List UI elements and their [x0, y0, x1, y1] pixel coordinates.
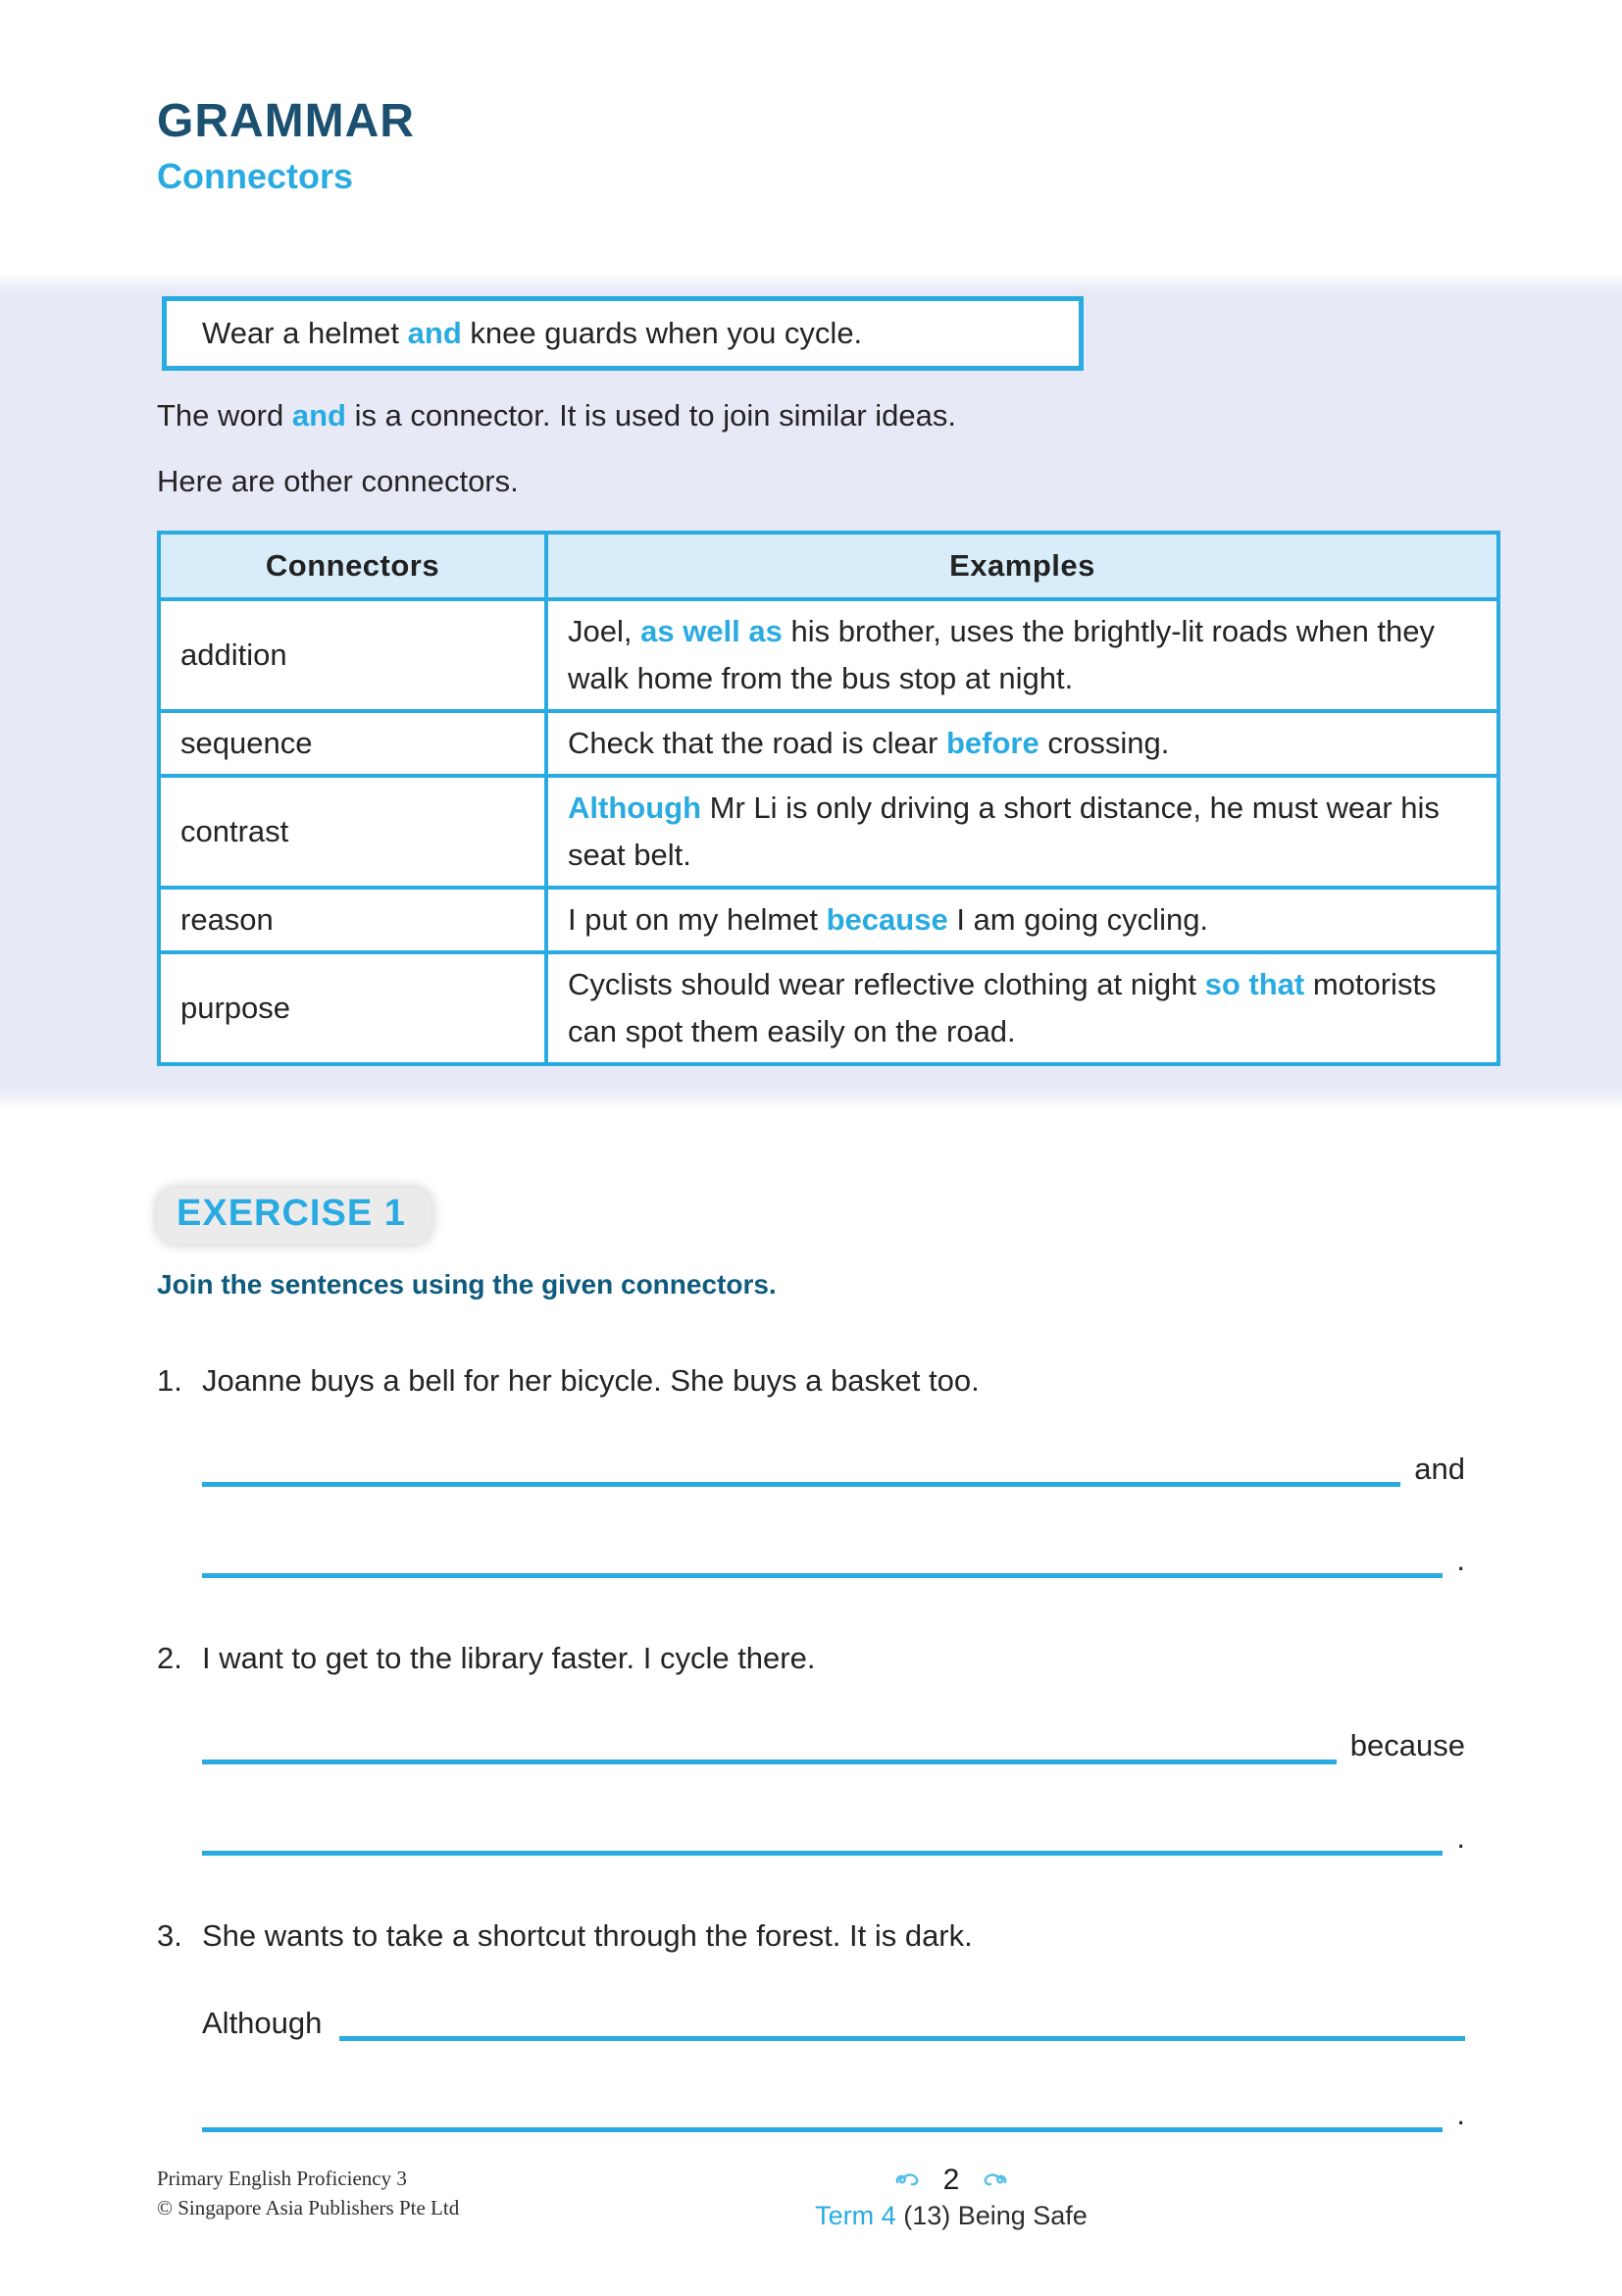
question-number: 2.	[157, 1641, 182, 1676]
blank-punctuation: .	[1456, 1542, 1465, 1577]
question-text: Joanne buys a bell for her bicycle. She buys a basket too.	[202, 1363, 980, 1399]
question-number: 3.	[157, 1917, 182, 1953]
footer-term-chapter	[706, 2201, 1196, 2231]
row-example	[546, 952, 1498, 1064]
connector-highlight: and	[407, 316, 462, 351]
row-type: sequence	[159, 711, 546, 776]
example-post: I am going cycling.	[947, 902, 1209, 938]
example-post: Mr Li is only driving a short distance, he must wear his seat belt.	[568, 791, 1440, 873]
blank-connector-label: because	[1349, 1728, 1465, 1763]
question-text: She wants to take a shortcut through the forest. It is dark.	[202, 1917, 973, 1953]
connector-highlight: Although	[568, 791, 702, 826]
row-type: addition	[159, 599, 546, 711]
example-box	[162, 296, 1084, 371]
explanation-paragraph	[157, 396, 1622, 435]
connector-highlight: because	[826, 902, 948, 938]
table-header-row	[159, 533, 1498, 599]
flourish-right-icon	[975, 2171, 1008, 2189]
example-pre: Cyclists should wear reflective clothing at night	[568, 967, 1205, 1002]
connector-highlight: so that	[1204, 967, 1305, 1002]
table-header-connectors: Connectors	[159, 533, 546, 599]
connector-highlight: as well as	[640, 614, 783, 649]
row-type: purpose	[159, 952, 546, 1064]
question-head	[157, 1639, 1465, 1678]
example-post: his brother, uses the brightly-lit roads when they walk home from the bus stop at night.	[568, 614, 1436, 696]
question-head	[157, 1916, 1465, 1956]
intro-panel	[0, 273, 1622, 1111]
answer-blank-line[interactable]	[202, 1846, 1443, 1856]
answer-row	[202, 1819, 1465, 1856]
footer	[157, 2164, 1504, 2252]
blank-connector-label: and	[1414, 1451, 1465, 1486]
example-pre: I put on my helmet	[568, 902, 827, 938]
answer-blank-line[interactable]	[202, 2122, 1443, 2132]
footer-copyright: © Singapore Asia Publishers Pte Ltd	[157, 2196, 460, 2220]
answer-blank-line[interactable]	[339, 2031, 1465, 2041]
answer-row	[202, 2005, 1465, 2041]
row-example	[546, 776, 1498, 888]
page-title: GRAMMAR	[157, 95, 415, 147]
example-pre: Joel,	[568, 614, 641, 649]
answer-blank-line[interactable]	[202, 1755, 1337, 1764]
answer-row	[202, 2096, 1465, 2132]
blank-punctuation: .	[1456, 2097, 1465, 2132]
header	[0, 0, 1622, 196]
blank-punctuation: .	[1456, 1819, 1465, 1855]
page-number-row	[706, 2164, 1196, 2197]
row-example	[546, 599, 1498, 711]
example-post: motorists can spot them easily on the road.	[568, 967, 1437, 1049]
lead-in-paragraph: Here are other connectors.	[157, 463, 519, 498]
table-row	[159, 711, 1498, 776]
example-sentence-post: knee guards when you cycle.	[461, 316, 863, 351]
table-row	[159, 952, 1498, 1064]
exercise-heading: EXERCISE 1	[177, 1193, 406, 1235]
row-example	[546, 888, 1498, 952]
footer-chapter: (13) Being Safe	[903, 2201, 1088, 2230]
connectors-table	[157, 531, 1500, 1066]
blank-connector-label: Although	[202, 2006, 323, 2041]
example-post: crossing.	[1039, 726, 1170, 761]
explanation-post: is a connector. It is used to join similar ideas.	[345, 398, 956, 434]
question-head	[157, 1361, 1465, 1401]
explanation-pre: The word	[157, 398, 292, 434]
example-sentence-pre: Wear a helmet	[202, 316, 408, 351]
footer-page-info	[706, 2164, 1196, 2231]
row-type: reason	[159, 888, 546, 952]
row-example	[546, 711, 1498, 776]
table-row	[159, 599, 1498, 711]
footer-term: Term 4	[815, 2201, 896, 2230]
page-number: 2	[942, 2164, 960, 2196]
answer-blank-line[interactable]	[202, 1568, 1443, 1578]
question-item	[157, 1361, 1465, 1578]
table-header-examples: Examples	[546, 533, 1498, 599]
exercise-pill	[157, 1188, 431, 1244]
footer-series: Primary English Proficiency 3	[157, 2167, 407, 2190]
exercise-instruction: Join the sentences using the given connectors.	[157, 1269, 777, 1301]
table-row	[159, 888, 1498, 952]
connector-highlight: and	[291, 398, 346, 434]
page-subtitle: Connectors	[157, 155, 354, 196]
question-number: 1.	[157, 1363, 182, 1399]
question-item	[157, 1916, 1465, 2133]
table-row	[159, 776, 1498, 888]
answer-row	[202, 1542, 1465, 1578]
row-type: contrast	[159, 776, 546, 888]
exercise-section	[157, 1188, 1465, 2132]
question-text: I want to get to the library faster. I cycle there.	[202, 1641, 816, 1676]
answer-blank-line[interactable]	[202, 1477, 1400, 1487]
answer-row	[202, 1451, 1465, 1487]
question-item	[157, 1639, 1465, 1856]
answer-row	[202, 1727, 1465, 1763]
example-pre: Check that the road is clear	[568, 726, 946, 761]
flourish-left-icon	[894, 2171, 928, 2189]
connector-highlight: before	[945, 726, 1039, 761]
